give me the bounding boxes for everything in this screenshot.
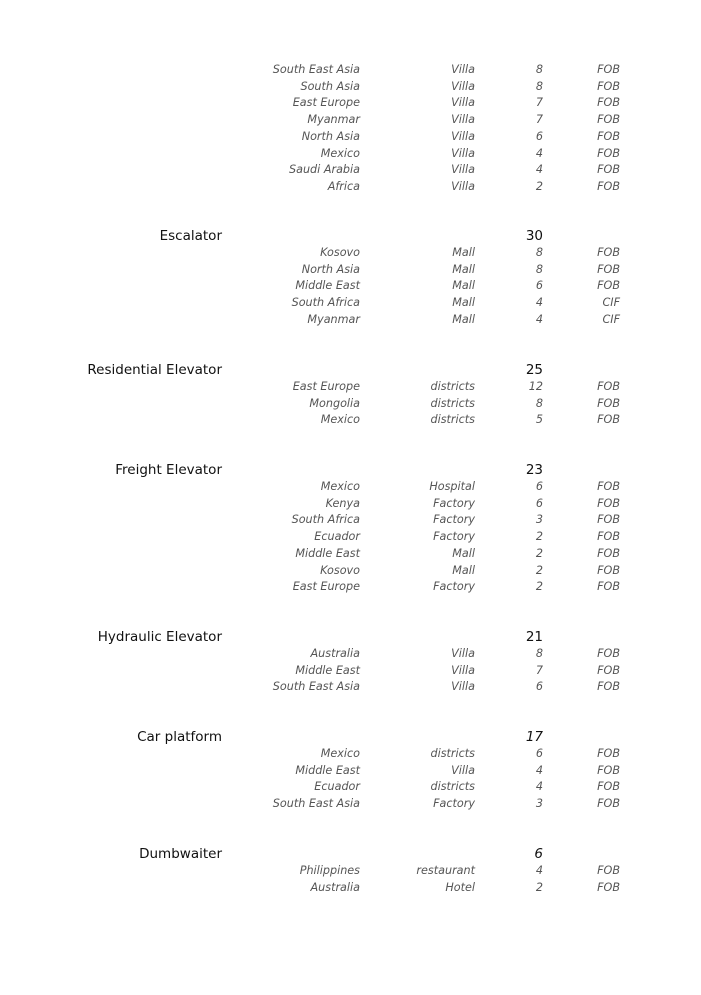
qty-cell: 8 xyxy=(535,63,543,76)
region-cell: Mexico xyxy=(320,747,360,760)
term-cell: FOB xyxy=(597,747,620,760)
qty-cell: 6 xyxy=(535,279,543,293)
type-cell: Mall xyxy=(452,546,475,560)
region-cell: Australia xyxy=(310,880,360,894)
type-cell: Mall xyxy=(452,279,475,293)
term-cell: FOB xyxy=(597,396,620,410)
table-row xyxy=(0,763,701,780)
region-cell: Mongolia xyxy=(309,396,360,410)
category-total: 30 xyxy=(525,228,543,244)
region-cell: Mexico xyxy=(320,413,360,427)
term-cell: FOB xyxy=(597,513,620,527)
type-cell: districts xyxy=(430,380,475,393)
group-header xyxy=(0,629,701,646)
type-cell: Hotel xyxy=(445,880,475,894)
term-cell: FOB xyxy=(597,680,620,694)
qty-cell: 6 xyxy=(535,129,543,143)
table-row xyxy=(0,679,701,696)
qty-cell: 5 xyxy=(535,413,543,427)
group-header xyxy=(0,362,701,379)
region-cell: South Africa xyxy=(291,296,360,310)
type-cell: Hospital xyxy=(429,480,475,493)
category-label: Freight Elevator xyxy=(115,462,222,478)
qty-cell: 2 xyxy=(535,530,543,544)
type-cell: Villa xyxy=(451,129,475,143)
qty-cell: 2 xyxy=(535,880,543,894)
qty-cell: 2 xyxy=(535,546,543,560)
region-cell: South Africa xyxy=(291,513,360,527)
type-cell: Factory xyxy=(433,580,475,594)
term-cell: FOB xyxy=(597,179,620,193)
qty-cell: 4 xyxy=(535,296,543,310)
term-cell: FOB xyxy=(597,563,620,577)
term-cell: FOB xyxy=(597,647,620,660)
term-cell: FOB xyxy=(597,880,620,894)
term-cell: FOB xyxy=(597,79,620,93)
term-cell: FOB xyxy=(597,246,620,259)
category-label: Escalator xyxy=(159,228,222,244)
table-row xyxy=(0,663,701,680)
table-row xyxy=(0,579,701,596)
category-total: 17 xyxy=(525,729,543,745)
region-cell: Myanmar xyxy=(307,113,360,127)
category-total: 25 xyxy=(525,362,543,378)
region-cell: South Asia xyxy=(300,79,360,93)
region-cell: Kenya xyxy=(325,496,360,510)
term-cell: FOB xyxy=(597,763,620,777)
type-cell: Villa xyxy=(451,113,475,127)
type-cell: districts xyxy=(430,413,475,427)
type-cell: districts xyxy=(430,780,475,794)
table-row xyxy=(0,529,701,546)
type-cell: Villa xyxy=(451,179,475,193)
category-label: Dumbwaiter xyxy=(139,846,222,862)
qty-cell: 6 xyxy=(535,680,543,694)
type-cell: Mall xyxy=(452,312,475,326)
table-row xyxy=(0,479,701,496)
region-cell: Myanmar xyxy=(307,312,360,326)
type-cell: Factory xyxy=(433,513,475,527)
table-row xyxy=(0,129,701,146)
type-cell: Mall xyxy=(452,262,475,276)
type-cell: Villa xyxy=(451,96,475,110)
type-cell: districts xyxy=(430,747,475,760)
qty-cell: 4 xyxy=(535,780,543,794)
table-row xyxy=(0,312,701,329)
type-cell: Factory xyxy=(433,530,475,544)
qty-cell: 2 xyxy=(535,563,543,577)
region-cell: Ecuador xyxy=(314,530,360,544)
qty-cell: 8 xyxy=(535,396,543,410)
region-cell: Kosovo xyxy=(320,563,360,577)
table-row xyxy=(0,746,701,763)
type-cell: Villa xyxy=(451,163,475,177)
table-row xyxy=(0,278,701,295)
table-row xyxy=(0,496,701,513)
region-cell: South East Asia xyxy=(272,797,360,811)
term-cell: FOB xyxy=(597,113,620,127)
table-row xyxy=(0,295,701,312)
table-row xyxy=(0,412,701,429)
table-row xyxy=(0,546,701,563)
region-cell: Saudi Arabia xyxy=(289,163,360,177)
region-cell: South East Asia xyxy=(272,63,360,76)
qty-cell: 8 xyxy=(535,647,543,660)
region-cell: Philippines xyxy=(299,864,360,877)
table-row xyxy=(0,262,701,279)
table-row xyxy=(0,179,701,196)
term-cell: FOB xyxy=(597,96,620,110)
term-cell: FOB xyxy=(597,146,620,160)
region-cell: East Europe xyxy=(292,380,360,393)
group-header xyxy=(0,228,701,245)
region-cell: Ecuador xyxy=(314,780,360,794)
group-header xyxy=(0,846,701,863)
region-cell: Middle East xyxy=(295,546,360,560)
type-cell: Villa xyxy=(451,79,475,93)
qty-cell: 7 xyxy=(535,663,543,677)
region-cell: Africa xyxy=(327,179,360,193)
term-cell: FOB xyxy=(597,864,620,877)
term-cell: FOB xyxy=(597,129,620,143)
type-cell: Villa xyxy=(451,680,475,694)
table-row xyxy=(0,646,701,663)
term-cell: FOB xyxy=(597,413,620,427)
type-cell: Villa xyxy=(451,663,475,677)
table-row xyxy=(0,863,701,880)
term-cell: FOB xyxy=(597,279,620,293)
table-row xyxy=(0,79,701,96)
term-cell: CIF xyxy=(602,312,620,326)
category-total: 6 xyxy=(534,846,543,862)
region-cell: Mexico xyxy=(320,480,360,493)
qty-cell: 4 xyxy=(535,864,543,877)
term-cell: FOB xyxy=(597,480,620,493)
region-cell: Australia xyxy=(310,647,360,660)
qty-cell: 7 xyxy=(535,113,543,127)
table-row xyxy=(0,379,701,396)
region-cell: Middle East xyxy=(295,663,360,677)
table-row xyxy=(0,796,701,813)
qty-cell: 7 xyxy=(535,96,543,110)
type-cell: Villa xyxy=(451,647,475,660)
type-cell: Mall xyxy=(452,246,475,259)
table-row xyxy=(0,146,701,163)
table-row xyxy=(0,512,701,529)
qty-cell: 3 xyxy=(535,797,543,811)
region-cell: North Asia xyxy=(301,129,360,143)
qty-cell: 6 xyxy=(535,747,543,760)
table-row xyxy=(0,112,701,129)
type-cell: Villa xyxy=(451,63,475,76)
type-cell: Villa xyxy=(451,146,475,160)
table-row xyxy=(0,162,701,179)
term-cell: FOB xyxy=(597,163,620,177)
table-row xyxy=(0,95,701,112)
qty-cell: 2 xyxy=(535,179,543,193)
table-row xyxy=(0,62,701,79)
category-label: Residential Elevator xyxy=(87,362,222,378)
type-cell: Factory xyxy=(433,797,475,811)
qty-cell: 8 xyxy=(535,262,543,276)
group-header xyxy=(0,729,701,746)
term-cell: FOB xyxy=(597,663,620,677)
qty-cell: 6 xyxy=(535,496,543,510)
type-cell: Villa xyxy=(451,763,475,777)
term-cell: FOB xyxy=(597,380,620,393)
term-cell: FOB xyxy=(597,262,620,276)
category-total: 21 xyxy=(525,629,543,645)
category-total: 23 xyxy=(525,462,543,478)
qty-cell: 12 xyxy=(528,380,543,393)
term-cell: FOB xyxy=(597,63,620,76)
qty-cell: 8 xyxy=(535,79,543,93)
type-cell: restaurant xyxy=(416,864,475,877)
category-label: Car platform xyxy=(137,729,222,745)
category-label: Hydraulic Elevator xyxy=(97,629,222,645)
term-cell: FOB xyxy=(597,496,620,510)
term-cell: FOB xyxy=(597,797,620,811)
qty-cell: 4 xyxy=(535,312,543,326)
table-row xyxy=(0,563,701,580)
region-cell: Middle East xyxy=(295,279,360,293)
qty-cell: 3 xyxy=(535,513,543,527)
table-row xyxy=(0,396,701,413)
region-cell: South East Asia xyxy=(272,680,360,694)
term-cell: FOB xyxy=(597,546,620,560)
group-header xyxy=(0,462,701,479)
qty-cell: 2 xyxy=(535,580,543,594)
term-cell: FOB xyxy=(597,530,620,544)
region-cell: Middle East xyxy=(295,763,360,777)
term-cell: FOB xyxy=(597,580,620,594)
qty-cell: 8 xyxy=(535,246,543,259)
table-row xyxy=(0,245,701,262)
type-cell: Mall xyxy=(452,296,475,310)
table-row xyxy=(0,779,701,796)
region-cell: East Europe xyxy=(292,96,360,110)
type-cell: Factory xyxy=(433,496,475,510)
region-cell: Mexico xyxy=(320,146,360,160)
qty-cell: 4 xyxy=(535,146,543,160)
qty-cell: 4 xyxy=(535,163,543,177)
term-cell: CIF xyxy=(602,296,620,310)
type-cell: Mall xyxy=(452,563,475,577)
qty-cell: 6 xyxy=(535,480,543,493)
qty-cell: 4 xyxy=(535,763,543,777)
term-cell: FOB xyxy=(597,780,620,794)
region-cell: East Europe xyxy=(292,580,360,594)
type-cell: districts xyxy=(430,396,475,410)
region-cell: Kosovo xyxy=(320,246,360,259)
region-cell: North Asia xyxy=(301,262,360,276)
table-row xyxy=(0,880,701,897)
